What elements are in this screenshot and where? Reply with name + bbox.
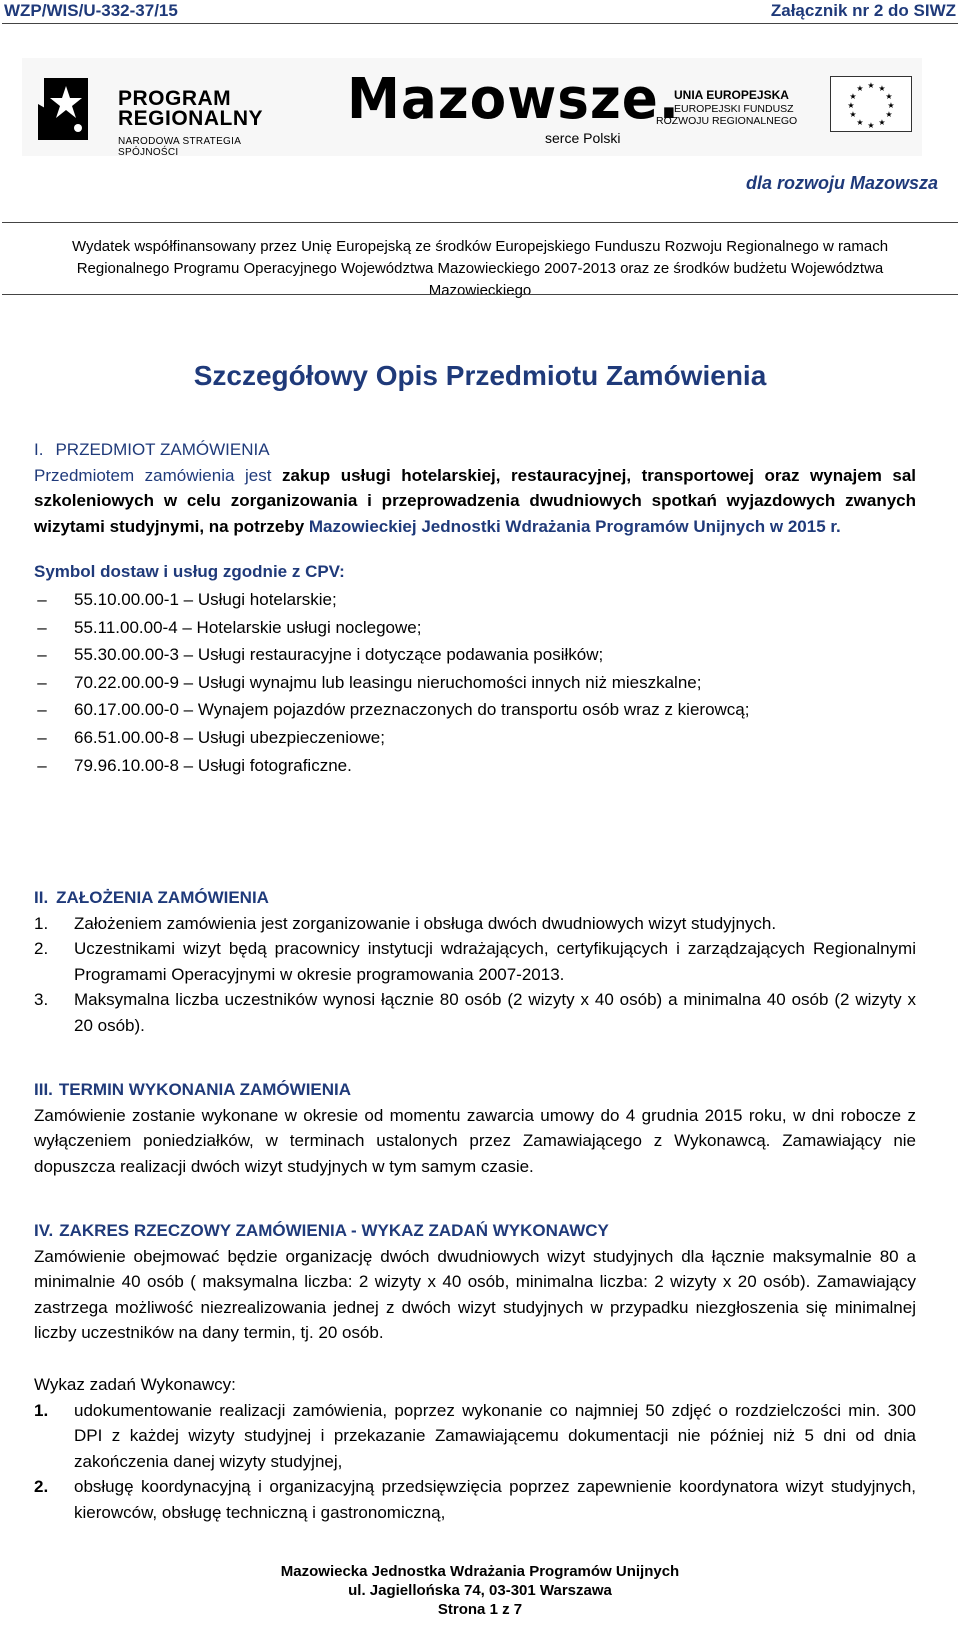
section-2-number: II. — [34, 888, 49, 907]
cpv-text: 66.51.00.00-8 – Usługi ubezpieczeniowe; — [74, 727, 385, 747]
logo-strip — [22, 58, 922, 156]
svg-text:★: ★ — [887, 101, 895, 110]
section-1-number: I. — [34, 440, 44, 459]
section-4-text: Zamówienie obejmować będzie organizację dwóch dwudniowych wizyt studyjnych dla łącznie maksymalnie 80 a minimalnie 40 osób ( maksymalna liczba: 2 wizyty x 40 osób, minimalna liczba: 2 wizyty x 20 osób). Zamawiający zastrzega możliwość niezrealizowania jednej z dwóch wizyt studyjnych w przypadku niezgłoszenia się minimalnej liczby uczestników na dany termin, tj. 20 osób. — [34, 1246, 916, 1343]
section-2-title: ZAŁOŻENIA ZAMÓWIENIA — [56, 888, 269, 907]
section-4-title: ZAKRES RZECZOWY ZAMÓWIENIA - WYKAZ ZADAŃ WYKONAWCY — [59, 1221, 609, 1240]
section-1-title: PRZEDMIOT ZAMÓWIENIA — [55, 440, 270, 459]
footer-address: ul. Jagiellońska 74, 03-301 Warszawa — [348, 1582, 612, 1599]
mazowsze-logo — [347, 67, 680, 152]
cpv-list — [34, 586, 916, 779]
cofinancing-note — [10, 236, 950, 302]
dash-bullet: – — [37, 700, 47, 720]
item-number: 2. — [34, 939, 49, 959]
mazowsze-wordmark: Mazowsze. — [347, 67, 680, 132]
svg-text:★: ★ — [867, 81, 875, 90]
intro-normal: Przedmiotem zamówienia jest — [34, 465, 282, 485]
cpv-text: 70.22.00.00-9 – Usługi wynajmu lub leasingu nieruchomości innych niż mieszkalne; — [74, 672, 702, 692]
cofinancing-top-divider — [2, 222, 958, 223]
task-text: udokumentowanie realizacji zamówienia, poprzez wykonanie co najmniej 50 zdjęć o rozdzielczości min. 300 DPI z każdej wizyty studyjnej i przekazanie Zamawiającemu dokumentacji nie później niż 5 dni od dnia zakończenia danej wizyty studyjnej, — [74, 1400, 916, 1471]
cpv-item — [34, 669, 916, 697]
item-number: 3. — [34, 990, 49, 1010]
program-logo-line2: REGIONALNY — [118, 107, 264, 130]
cpv-item — [34, 696, 916, 724]
eu-logo-line1: UNIA EUROPEJSKA — [674, 88, 789, 102]
eu-logo — [652, 76, 922, 146]
svg-text:★: ★ — [849, 110, 857, 119]
cpv-text: 60.17.00.00-0 – Wynajem pojazdów przeznaczonych do transportu osób wraz z kierowcą; — [74, 700, 750, 720]
section-2-heading — [34, 885, 916, 911]
cpv-item — [34, 724, 916, 752]
tasks-heading: Wykaz zadań Wykonawcy: — [34, 1374, 236, 1394]
section-3-text: Zamówienie zostanie wykonane w okresie od momentu zawarcia umowy do 4 grudnia 2015 roku, w dni robocze z wyłączeniem poniedziałków, w terminach ustalonych przez Zamawiającego z Wykonawcą. Zamawiający nie dopuszcza realizacji dwóch wizyt studyjnych w tym samym czasie. — [34, 1105, 916, 1176]
item-text: Założeniem zamówienia jest zorganizowanie i obsługa dwóch dwudniowych wizyt studyjnych. — [74, 913, 777, 933]
cpv-text: 55.10.00.00-1 – Usługi hotelarskie; — [74, 589, 337, 609]
task-text: obsługę koordynacyjną i organizacyjną przedsięwzięcia poprzez zapewnienie koordynatora wizyt studyjnych, kierowców, obsługę techniczną i gastronomiczną, — [74, 1477, 916, 1522]
attachment-label: Załącznik nr 2 do SIWZ — [770, 1, 956, 20]
list-item — [34, 936, 916, 987]
section-3-title: TERMIN WYKONANIA ZAMÓWIENIA — [58, 1080, 352, 1099]
section-4 — [34, 1218, 916, 1526]
section-2 — [34, 885, 916, 1039]
cpv-item — [34, 752, 916, 780]
task-item — [34, 1474, 916, 1525]
footer-page-number: Strona 1 z 7 — [437, 1601, 523, 1618]
dash-bullet: – — [37, 589, 47, 609]
program-star-icon — [38, 74, 90, 144]
footer-organization: Mazowiecka Jednostka Wdrażania Programów Unijnych — [280, 1563, 680, 1580]
svg-text:★: ★ — [878, 84, 886, 93]
tagline: dla rozwoju Mazowsza — [745, 173, 938, 193]
intro-bold-blue: Mazowieckiej Jednostki Wdrażania Programów Unijnych w 2015 r. — [308, 516, 841, 536]
cofinancing-line: Regionalnego Programu Operacyjnego Województwa Mazowieckiego 2007-2013 oraz ze środków budżetu Województwa — [76, 260, 884, 277]
page-header — [4, 0, 956, 22]
item-text: Maksymalna liczba uczestników wynosi łącznie 80 osób (2 wizyty x 40 osób) a minimalna 40 osób (2 wizyty x 20 osób). — [74, 990, 916, 1035]
svg-text:★: ★ — [878, 118, 886, 127]
svg-text:★: ★ — [856, 118, 864, 127]
dash-bullet: – — [37, 617, 47, 637]
cpv-text: 79.96.10.00-8 – Usługi fotograficzne. — [74, 755, 352, 775]
list-item — [34, 911, 916, 937]
svg-text:★: ★ — [867, 121, 875, 130]
cpv-text: 55.30.00.00-3 – Usługi restauracyjne i dotyczące podawania posiłków; — [74, 645, 604, 665]
section-4-heading — [34, 1218, 916, 1244]
program-regionalny-logo — [32, 66, 302, 158]
item-number: 1. — [34, 913, 49, 933]
list-item — [34, 987, 916, 1038]
page-footer — [0, 1562, 960, 1619]
section-1-heading — [34, 437, 916, 463]
program-logo-line3: NARODOWA STRATEGIA SPÓJNOŚCI — [118, 136, 241, 158]
document-reference: WZP/WIS/U-332-37/15 — [4, 1, 178, 20]
section-3-number: III. — [34, 1080, 53, 1099]
cpv-heading: Symbol dostaw i usług zgodnie z CPV: — [34, 562, 345, 582]
document-title: Szczegółowy Opis Przedmiotu Zamówienia — [193, 360, 767, 391]
eu-flag-icon — [830, 76, 912, 132]
section-1-intro — [34, 463, 916, 540]
dash-bullet: – — [37, 727, 47, 747]
svg-text:★: ★ — [856, 84, 864, 93]
cofinancing-bottom-divider — [2, 294, 958, 295]
dash-bullet: – — [37, 672, 47, 692]
svg-text:★: ★ — [885, 110, 893, 119]
program-logo-line1: PROGRAM — [118, 87, 232, 110]
eu-logo-line3: ROZWOJU REGIONALNEGO — [656, 115, 798, 127]
cpv-item — [34, 586, 916, 614]
dash-bullet: – — [37, 755, 47, 775]
svg-text:★: ★ — [849, 92, 857, 101]
cpv-item — [34, 641, 916, 669]
cpv-item — [34, 614, 916, 642]
svg-text:★: ★ — [885, 92, 893, 101]
mazowsze-subtitle: serce Polski — [545, 130, 621, 146]
cofinancing-line: Wydatek współfinansowany przez Unię Europejską ze środków Europejskiego Funduszu Rozwoju Regionalnego w ramach — [71, 238, 889, 255]
cpv-text: 55.11.00.00-4 – Hotelarskie usługi noclegowe; — [74, 617, 422, 637]
task-number: 1. — [34, 1400, 49, 1420]
task-number: 2. — [34, 1477, 49, 1497]
section-4-number: IV. — [34, 1221, 54, 1240]
task-item — [34, 1398, 916, 1475]
svg-text:★: ★ — [847, 101, 855, 110]
eu-logo-line2: EUROPEJSKI FUNDUSZ — [674, 103, 794, 115]
section-3-heading — [34, 1077, 916, 1103]
intro-bold: zakup usługi hotelarskiej, restauracyjnej, transportowej oraz wynajem sal szkoleniowych w celu zorganizowania i przeprowadzenia dwudniowych spotkań wyjazdowych zwanych wizytami studyjnymi, na potrzeby — [34, 465, 916, 536]
section-3 — [34, 1077, 916, 1179]
section-1 — [34, 437, 916, 779]
item-text: Uczestnikami wizyt będą pracownicy instytucji wdrażających, certyfikujących i zarządzających Regionalnymi Programami Operacyjnymi w okresie programowania 2007-2013. — [74, 939, 916, 984]
cofinancing-line: Mazowieckiego — [428, 282, 532, 299]
header-divider — [2, 23, 958, 24]
dash-bullet: – — [37, 645, 47, 665]
